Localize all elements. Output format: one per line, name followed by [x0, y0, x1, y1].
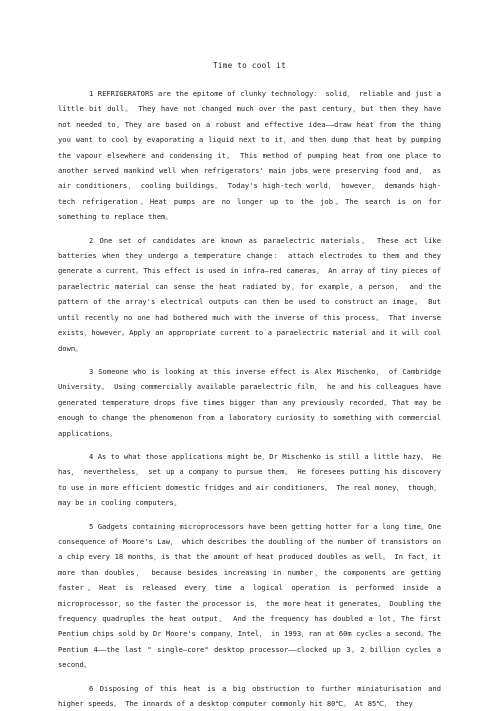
paragraph-3: 3 Someone who is looking at this inverse effect is Alex Mischenko， of Cambridge University。 Using commercially available paraelectric film， he and his colleagues have generated temperature drops five times bigger than any previously recorded。That may be enough to change the phenomenon from a laboratory curiosity to something with commercial applications。	[58, 366, 441, 438]
paragraph-4: 4 As to what those applications might be，Dr Mischenko is still a little hazy。 He has， nevertheless， set up a company to pursue them。 He foresees putting his discovery to use in more efficient domestic fridges and air conditioners。 The real money， though， may be in cooling computers。	[58, 451, 441, 508]
paragraph-5: 5 Gadgets containing microprocessors have been getting hotter for a long time。One consequence of Moore's Law， which describes the doubling of the number of transistors on a chip every 18 months，is that the amount of heat produced doubles as well。 In fact，it more than doubles， because besides increasing in number，the components are getting faster。Heat is released every time a logical operation is performed inside a microprocessor，so the faster the processor is， the more heat it generates。 Doubling the frequency quadruples the heat output。 And the frequency has doubled a lot。The first Pentium chips sold by Dr Moore's company，Intel， in 1993，ran at 60m cycles a second。The Pentium 4——the last " single—core" desktop processor——clocked up 3。2 billion cycles a second。	[58, 521, 441, 670]
document-title: Time to cool it	[212, 61, 287, 70]
paragraph-1: 1 REFRIGERATORS are the epitome of clunky technology： solid， reliable and just a little bit dull。 They have not changed much over the past century，but then they have not needed to。They are based on a robust and effective idea——draw heat from the thing you want to cool by evaporating a liquid next to it，and then dump that heat by pumping the vapour elsewhere and condensing it。 This method of pumping heat from one place to another served mankind well when refrigerators' main jobs were preserving food and， as air conditioners， cooling buildings。 Today's high-tech world， however， demands high-tech refrigeration。Heat pumps are no longer up to the job。The search is on for something to replace them。	[58, 89, 441, 222]
paragraph-6: 6 Disposing of this heat is a big obstruction to further miniaturisation and higher speeds。 The innards of a desktop computer commonly hit 80℃。 At 85℃， they	[58, 683, 441, 709]
paragraph-2: 2 One set of candidates are known as paraelectric materials。 These act like batteries when they undergo a temperature change： attach electrodes to them and they generate a current。This effect is used in infra—red cameras。 An array of tiny pieces of paraelectric material can sense the heat radiated by，for example，a person， and the pattern of the array's electrical outputs can then be used to construct an image。 But until recently no one had bothered much with the inverse of this process。 That inverse exists，however。Apply an appropriate current to a paraelectric material and it will cool down。	[58, 235, 441, 353]
document-page	[58, 0, 441, 709]
